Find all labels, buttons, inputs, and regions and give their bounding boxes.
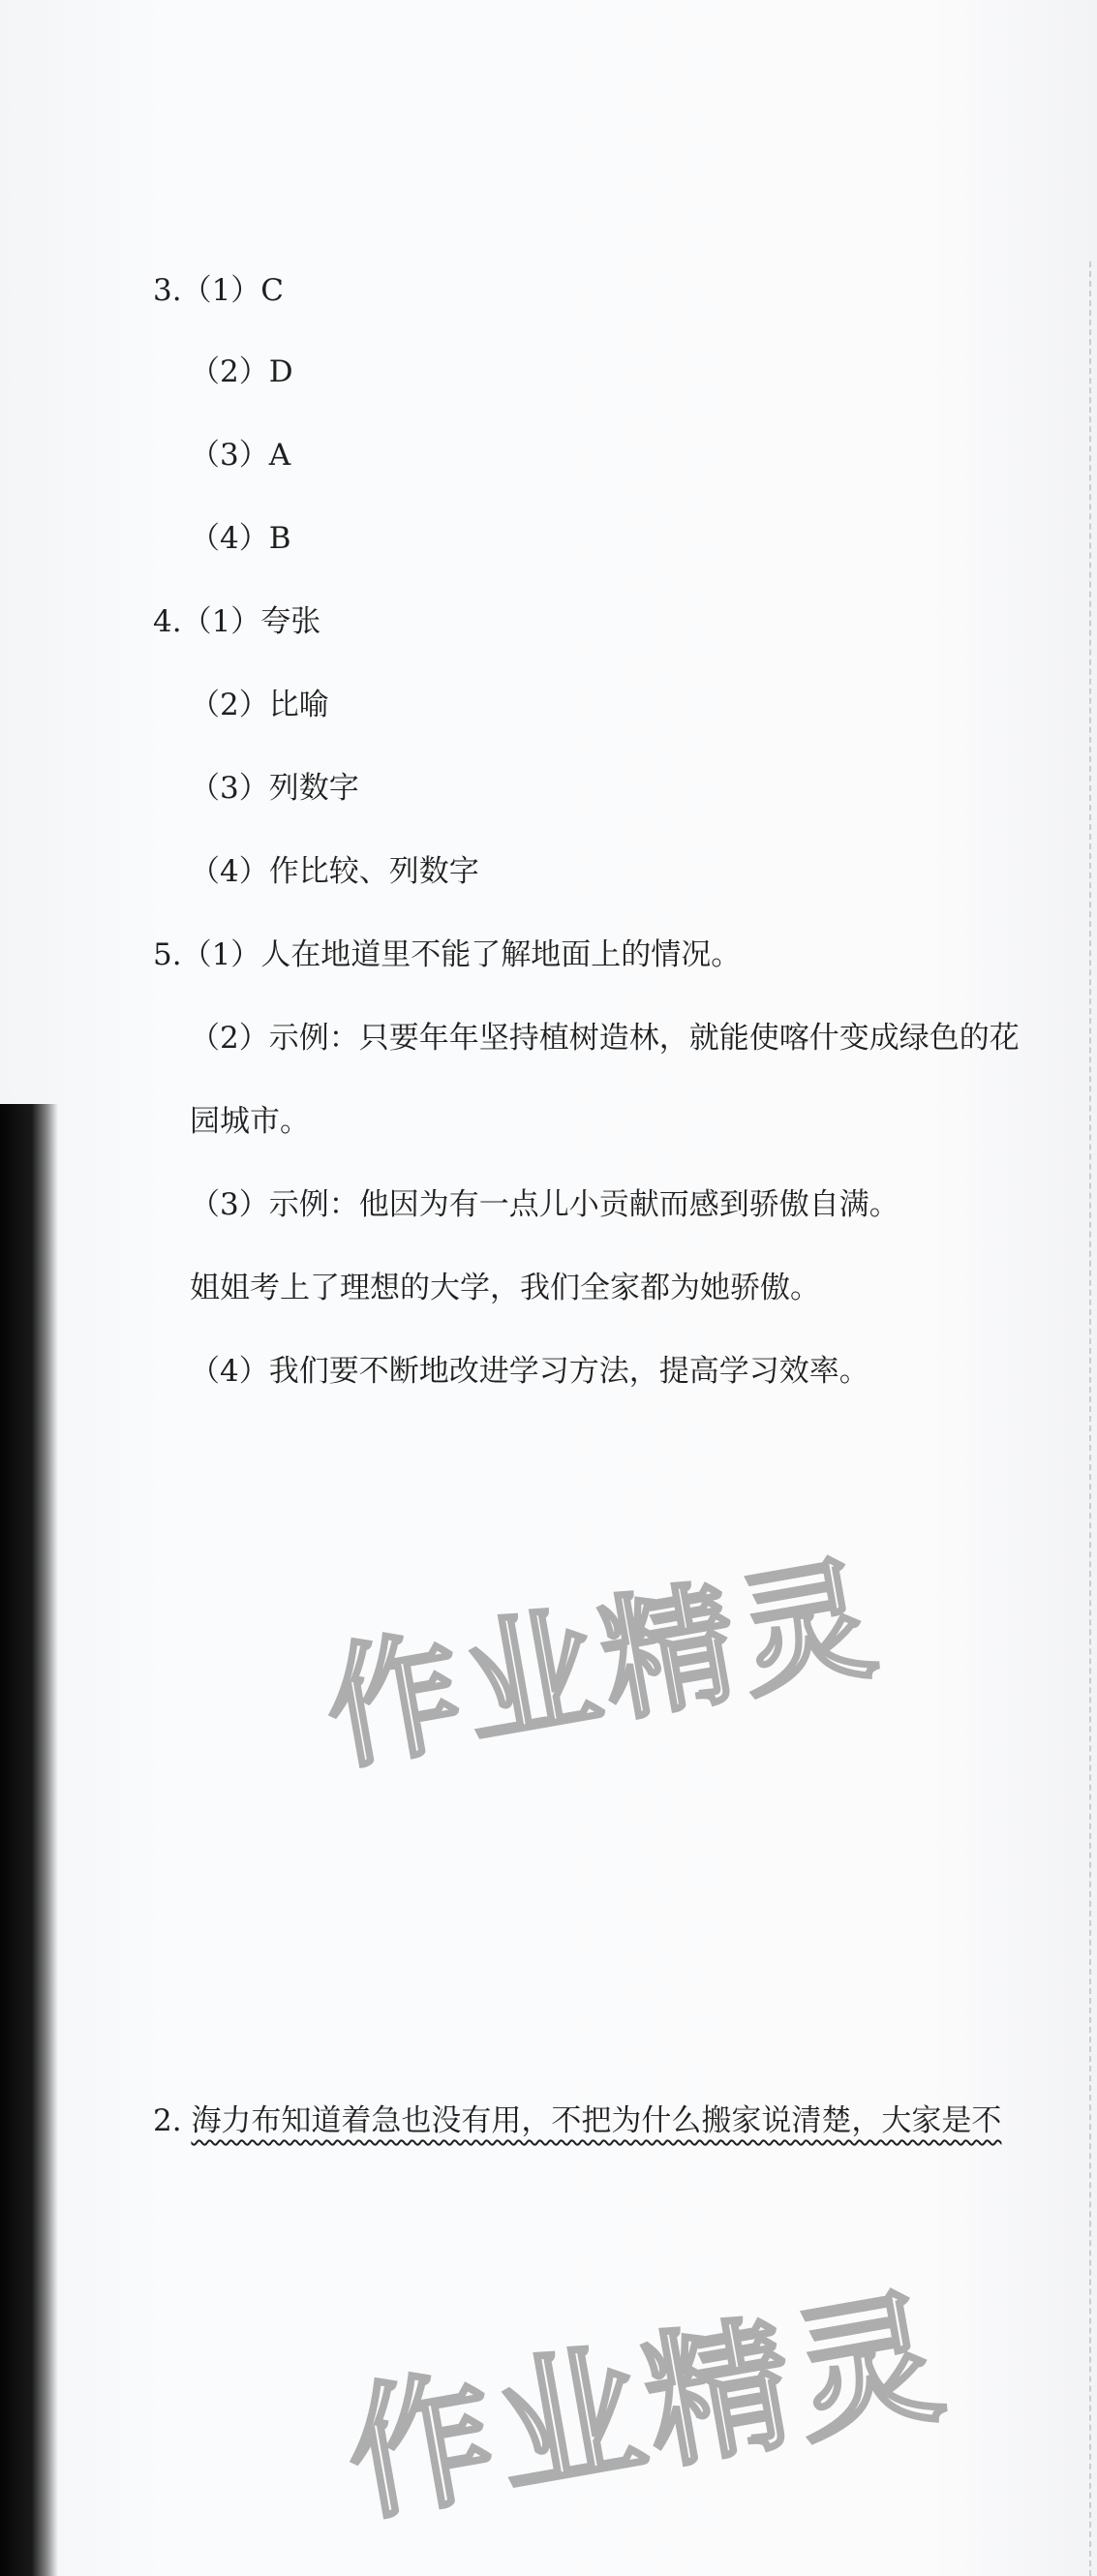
answer-3-2: （2）D [190,354,293,389]
answer-5-3-cont: 姐姐考上了理想的大学，我们全家都为她骄傲。 [190,1271,820,1305]
answer-4-1: 4.（1）夸张 [153,604,321,639]
part3-answer-2-underlined: 海力布知道着急也没有用，不把为什么搬家说清楚，大家是不 [191,2103,1002,2138]
scan-shadow-left [0,1104,58,2576]
part3-answer-2-line3 [190,2268,229,2307]
answer-4-2: （2）比喻 [190,688,329,722]
answer-3-1: 3.（1）C [153,273,285,308]
answer-3-4: （4）B [190,521,291,556]
answer-5-2: （2）示例：只要年年坚持植树造林，就能使喀什变成绿色的花 [190,1021,1020,1056]
answer-5-2-cont: 园城市。 [190,1104,310,1139]
answer-3-3: （3）A [190,438,291,473]
part3-answer-2-number: 2. [153,2103,192,2138]
part3-answer-2 [153,2101,1001,2140]
binding-edge-right [1089,261,1097,2576]
answer-5-3: （3）示例：他因为有一点儿小贡献而感到骄傲自满。 [190,1187,899,1222]
answer-5-4: （4）我们要不断地改进学习方法，提高学习效率。 [190,1354,869,1389]
watermark: 作业精灵 [335,2272,960,2543]
watermark: 作业精灵 [315,1539,892,1791]
answer-4-4: （4）作比较、列数字 [190,854,479,889]
answer-5-1: 5.（1）人在地道里不能了解地面上的情况。 [153,937,742,972]
answer-4-3: （3）列数字 [190,771,359,806]
